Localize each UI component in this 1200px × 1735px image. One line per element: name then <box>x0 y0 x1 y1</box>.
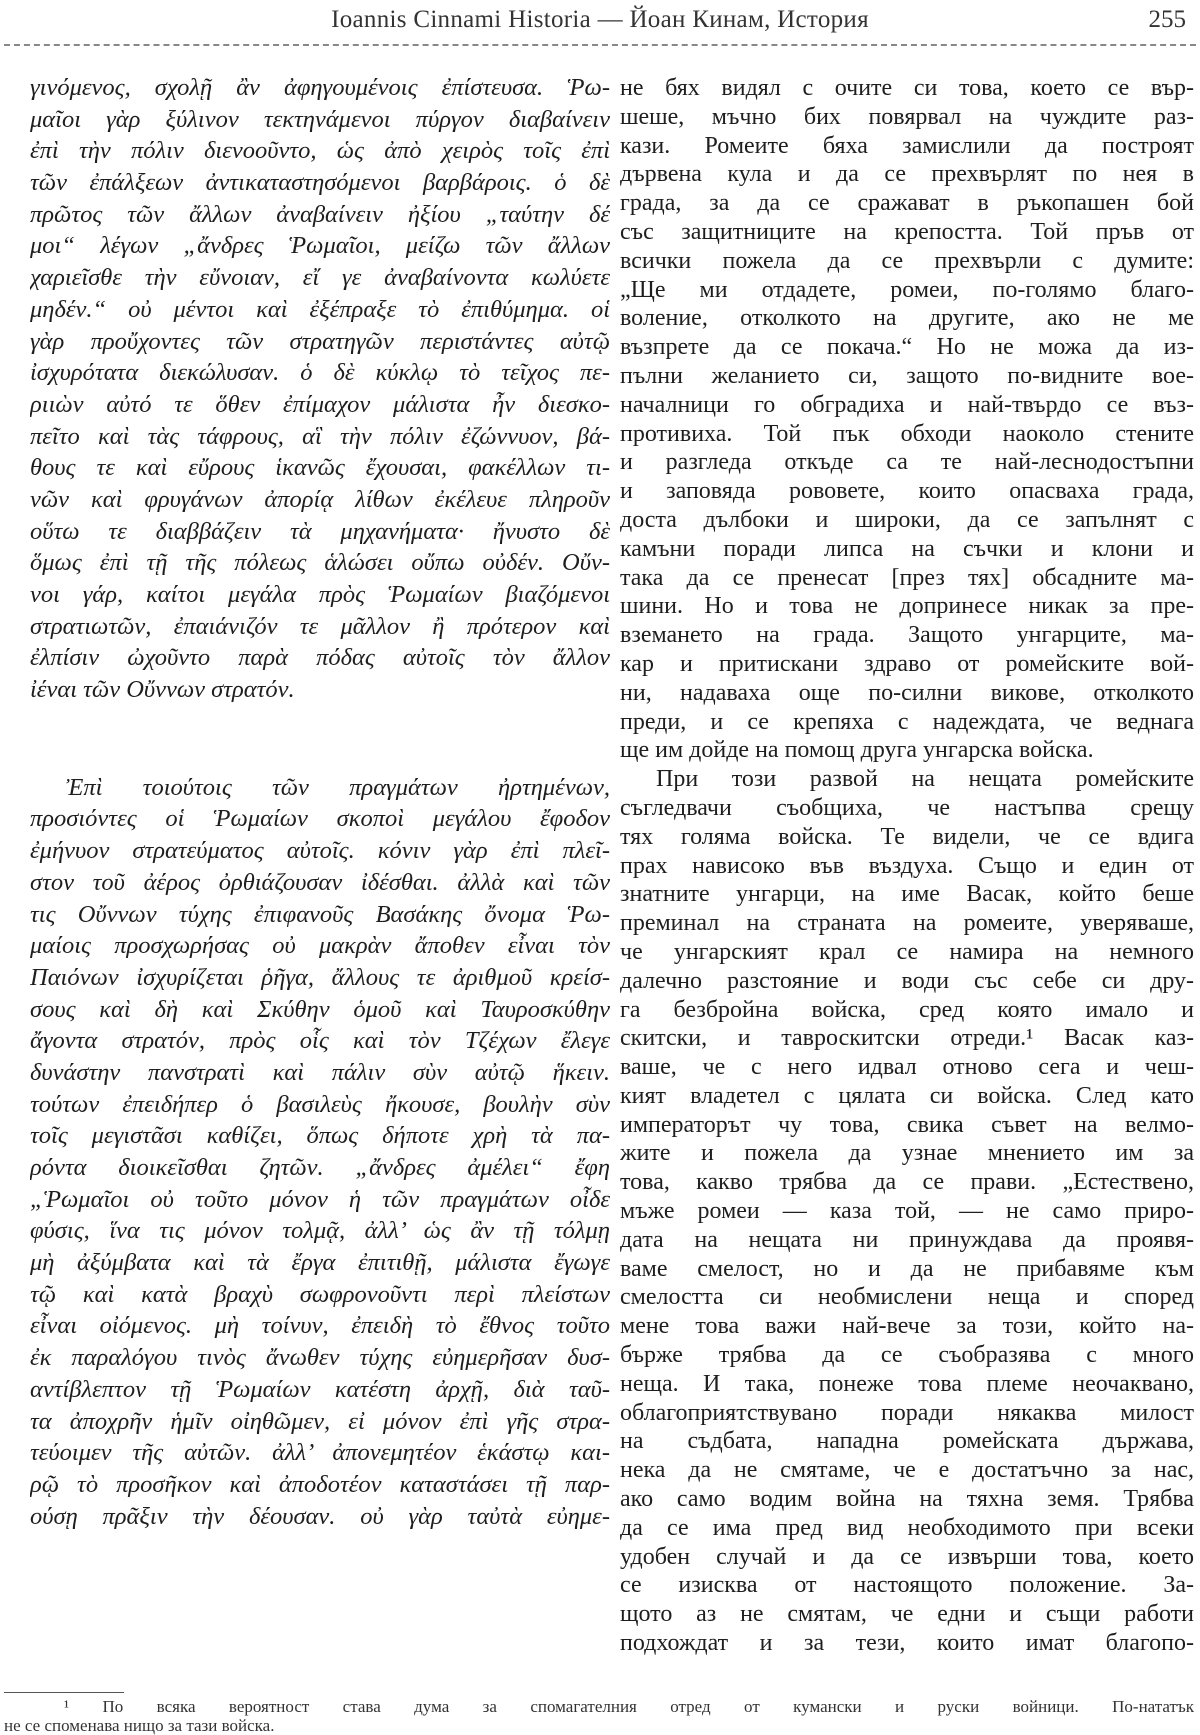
text-line: στον τοῦ ἀέρος ὀρθιάζουσαν ἰδέσθαι. ἀλλὰ καὶ τῶν <box>30 868 610 896</box>
text-line: не бях видял с очите си това, което се вър- <box>620 75 1194 101</box>
text-line: се изисква от настоящото положение. За- <box>620 1572 1194 1599</box>
text-line: μὴ ἀξύμβατα καὶ τὰ ἔργα ἐπιτιθῇ, μάλιστα ἔγωγε <box>30 1249 610 1277</box>
text-line: кази. Ромеите бяха замислили да построят <box>620 132 1194 159</box>
text-line: ваше, че с него идвал отново сега и чеш- <box>620 1054 1194 1081</box>
text-line: тях голяма войска. Те видели, че се вдига <box>620 823 1194 850</box>
text-line: μαίοις προσχωρήσας οὐ μακρὰν ἄποθεν εἶναι τὸν <box>30 932 610 960</box>
text-line: скитски, и тавроскитски отреди.¹ Васак каз- <box>620 1025 1194 1052</box>
paragraph <box>30 72 610 706</box>
text-line: града, за да се сражават в ръкопашен бой <box>620 190 1194 217</box>
greek-text-column <box>30 72 610 1532</box>
text-line: воление, отколкото на другите, ако не ме <box>620 305 1194 332</box>
header-rule <box>4 44 1196 46</box>
text-line: преди, и се крепяха с надеждата, че веднага <box>620 708 1194 735</box>
text-line: γινόμενος, σχολῇ ἂν ἀφηγουμένοις ἐπίστευσα. Ῥω- <box>30 74 610 101</box>
text-line: да се има пред вид необходимото при всеки <box>620 1514 1194 1541</box>
text-line: προσιόντες οἱ Ῥωμαίων σκοποὶ μεγάλου ἔφοδον <box>30 805 610 833</box>
paragraph <box>620 765 1194 1658</box>
text-line: пълни желанието си, защото по-видните вое- <box>620 362 1194 389</box>
text-line: μηδέν.“ οὐ μέντοι καὶ ἐξέπραξε τὸ ἐπιθύμημα. οἱ <box>30 295 610 323</box>
text-line: кар и притискани здраво от ромейските вой- <box>620 650 1194 677</box>
text-line: πεῖτο καὶ τὰς τάφρους, αἳ τὴν πόλιν ἐζώννυον, βά- <box>30 422 610 450</box>
text-line: жите и пожела да узнае мнението им за <box>620 1140 1194 1167</box>
text-line: При този развой на нещата ромейските <box>656 766 1194 793</box>
text-line: „Ще ми отдадете, ромеи, по-голямо благо- <box>620 276 1194 303</box>
text-line: мене това важи най-вече за този, който на- <box>620 1313 1194 1340</box>
text-line: αντίβλεπτον τῇ Ῥωμαίων κατέστη ἀρχῇ, διὰ ταῦ- <box>30 1375 610 1403</box>
text-line: далечно разстояние и води със себе си дру- <box>620 967 1194 994</box>
text-line: τις Οὔννων τύχης ἐπιφανοῦς Βασάκης ὄνομα Ῥω- <box>30 900 610 928</box>
text-line: μαῖοι γὰρ ξύλινον τεκτηνάμενοι πύργον διαβαίνειν <box>30 105 610 133</box>
text-line: неща. И така, понеже това племе неочаквано, <box>620 1370 1194 1397</box>
text-line: ще им дойде на помощ друга унгарска войска. <box>620 737 1094 764</box>
text-line: νῶν καὶ φρυγάνων ἀπορίᾳ λίθων ἐκέλευε πληροῦν <box>30 485 610 513</box>
text-line: облагоприятствувано поради някаква милост <box>620 1399 1194 1426</box>
text-line: шини. Но и това не допринесе никак за пре- <box>620 593 1194 620</box>
text-line: ἐλπίσιν ὠχοῦντο παρὰ πόδας αὐτοῖς τὸν ἄλλον <box>30 644 610 672</box>
text-line: σους καὶ δὴ καὶ Σκύθην ὁμοῦ καὶ Ταυροσκύθην <box>30 995 610 1023</box>
footnote-line: не се споменава нищо за тази войска. <box>4 1716 275 1735</box>
text-line: στρατιωτῶν, ἐπαιάνιζόν τε μᾶλλον ἢ πρότερον καὶ <box>30 612 610 640</box>
text-line: това, какво трябва да се прави. „Естествено, <box>620 1169 1194 1196</box>
text-line: Παιόνων ἰσχυρίζεται ῥῆγα, ἄλλους τε ἀριθμοῦ κρείσ- <box>30 963 610 991</box>
text-line: вземането на града. Защото унгарците, ма- <box>620 622 1194 649</box>
text-line: със защитниците на крепостта. Той пръв от <box>620 218 1194 245</box>
text-line: така да се пренесат [през тях] обсадните ма- <box>620 564 1194 591</box>
text-line: га безбройна войска, сред която имало и <box>620 996 1194 1023</box>
text-line: Ἐπὶ τοιούτοις τῶν πραγμάτων ἠρτημένων, <box>66 773 610 801</box>
text-line: οὕτω τε διαββάζειν τὰ μηχανήματα· ἤνυστο δὲ <box>30 517 610 545</box>
text-line: ὅμως ἐπὶ τῇ τῆς πόλεως ἁλώσει οὔπω οὐδέν. Οὔν- <box>30 549 610 577</box>
text-line: щото аз не смятам, че едни и същи работи <box>620 1601 1194 1628</box>
text-line: кият владетел с цялата си войска. След като <box>620 1082 1194 1109</box>
text-line: γὰρ προὔχοντες τῶν στρατηγῶν περιστάντες αὐτῷ <box>30 327 610 355</box>
text-line: и заповяда рововете, които опасваха града, <box>620 478 1194 505</box>
text-line: χαριεῖσθε τὴν εὔνοιαν, εἴ γε ἀναβαίνοντα κωλύετε <box>30 264 610 292</box>
text-line: подхождат и за тези, които имат благопо- <box>620 1630 1194 1657</box>
text-line: εἶναι οἰόμενος. μὴ τοίνυν, ἐπειδὴ τὸ ἔθνος τοῦτο <box>30 1312 610 1340</box>
text-line: нека да не смятаме, че е достатъчно за нас, <box>620 1457 1194 1484</box>
text-line: доста дълбоки и широки, да се запълнят с <box>620 506 1194 533</box>
text-line: на съдбата, нападна ромейската държава, <box>620 1428 1194 1455</box>
text-line: удобен случай и да се извърши това, което <box>620 1543 1194 1570</box>
text-line: ρῷ τὸ προσῆκον καὶ ἀποδοτέον καταστάσει τῇ παρ- <box>30 1470 610 1498</box>
text-line: δυνάστην πανστρατὶ καὶ πάλιν σὺν αὐτῷ ἥκειν. <box>30 1058 610 1086</box>
text-line: че унгарският крал се намира на немного <box>620 938 1194 965</box>
text-line: ούσῃ πρᾶξιν τὴν δέουσαν. οὐ γὰρ ταὐτὰ εὐημε- <box>30 1502 610 1530</box>
text-line: ако само водим война на тяхна земя. Трябва <box>620 1486 1194 1513</box>
text-line: ваме смелост, но и да не прибавяме към <box>620 1255 1194 1282</box>
text-line: шеше, мъчно бих повярвал на чуждите раз- <box>620 103 1194 130</box>
text-line: прах нависоко във въздуха. Също и един от <box>620 852 1194 879</box>
text-line: πρῶτος τῶν ἄλλων ἀναβαίνειν ἠξίου „ταύτην δέ <box>30 200 610 228</box>
text-line: τα ἀποχρῆν ἡμῖν οἰηθῶμεν, εἰ μόνον ἐπὶ γῆς στρα- <box>30 1407 610 1435</box>
header-title: Ioannis Cinnami Historia — Йоан Кинам, История <box>331 6 869 33</box>
paragraph <box>620 74 1194 765</box>
text-line: ἰσχυρότατα διεκώλυσαν. ὁ δὲ κύκλῳ τὸ τεῖχος πε- <box>30 359 610 387</box>
text-line: дървена кула и да се прехвърлят по нея в <box>620 161 1194 188</box>
text-line: и разгледа откъде са те най-леснодостъпни <box>620 449 1194 476</box>
text-line: ἐπὶ τὴν πόλιν διενοοῦντο, ὡς ἀπὸ χειρὸς τοῖς ἐπὶ <box>30 137 610 165</box>
text-line: ἄγοντα στρατόν, πρὸς οἷς καὶ τὸν Τζέχων ἔλεγε <box>30 1027 610 1055</box>
text-line: възпрете да се покача.“ Но не можа да из- <box>620 334 1194 361</box>
text-line: противиха. Той пък обходи наоколо стените <box>620 420 1194 447</box>
text-line: преминал на страната на ромеите, уверяваше, <box>620 910 1194 937</box>
text-line: φύσις, ἵνα τις μόνον τολμᾷ, ἀλλ’ ὡς ἂν τῇ τόλμῃ <box>30 1217 610 1245</box>
text-line: началници го обградиха и най-твърдо се въз- <box>620 391 1194 418</box>
bulgarian-translation-column <box>620 74 1194 1658</box>
text-line: τεύοιμεν τῆς αὐτῶν. ἀλλ’ ἀπονεμητέον ἑκάστῳ και- <box>30 1439 610 1467</box>
text-line: дата на нещата ни принуждава да проявя- <box>620 1226 1194 1253</box>
footnote <box>4 1697 1194 1735</box>
text-line: τοῖς μεγιστᾶσι καθίζει, ὅπως δήποτε χρὴ τὰ πα- <box>30 1122 610 1150</box>
footnote-rule <box>4 1692 124 1693</box>
text-line: τούτων ἐπειδήπερ ὁ βασιλεὺς ἤκουσε, βουλὴν σὺν <box>30 1090 610 1118</box>
text-line: смелостта си необмислени неща и според <box>620 1284 1194 1311</box>
text-line: ἐμήνυον στρατεύματος αὐτοῖς. κόνιν γὰρ ἐπὶ πλεῖ- <box>30 837 610 865</box>
text-line: всички пожела да се прехвърли с думите: <box>620 247 1194 274</box>
text-line: мъже ромеи — каза той, — не само приро- <box>620 1198 1194 1225</box>
text-line: ἐκ παραλόγου τινὸς ἄνωθεν τύχης εὐημερῆσαν δυσ- <box>30 1344 610 1372</box>
paragraph <box>30 772 610 1533</box>
text-line: камъни поради липса на съчки и клони и <box>620 535 1194 562</box>
text-line: бърже трябва да се съобразява с много <box>620 1342 1194 1369</box>
text-line: ρόντα διοικεῖσθαι ζητῶν. „ἄνδρες ἀμέλει“ ἔφη <box>30 1154 610 1181</box>
text-line: ριιὼν αὐτό τε ὅθεν ἐπίμαχον μάλιστα ἦν διεσκο- <box>30 390 610 418</box>
text-line: ἰέναι τῶν Οὔννων στρατόν. <box>30 676 295 704</box>
text-line: ни, надаваха още по-силни викове, отколкото <box>620 679 1194 706</box>
text-line: θους τε καὶ εὔρους ἱκανῶς ἔχουσαι, φακέλλων τι- <box>30 454 610 482</box>
text-line: νοι γάρ, καίτοι μεγάλα πρὸς Ῥωμαίων βιαζόμενοι <box>30 581 610 608</box>
text-line: τῷ καὶ κατὰ βραχὺ σωφρονοῦντι περὶ πλείστων <box>30 1280 610 1308</box>
paragraph-gap <box>30 706 610 772</box>
text-line: τῶν ἐπάλξεων ἀντικαταστησόμενοι βαρβάροις. ὁ δὲ <box>30 169 610 197</box>
text-line: императорът чу това, свика съвет на велмо- <box>620 1111 1194 1138</box>
text-line: знатните унгарци, на име Васак, който беше <box>620 881 1194 908</box>
text-line: съгледвачи съобщиха, че настъпва срещу <box>620 794 1194 821</box>
footnote-line: ¹ По всяка вероятност става дума за спомагателния отред от кумански и руски войници. По-нататък <box>64 1697 1194 1716</box>
text-line: μοι“ λέγων „ἄνδρες Ῥωμαῖοι, μείζω τῶν ἄλλων <box>30 232 610 260</box>
page-number: 255 <box>1148 6 1186 33</box>
text-line: „Ῥωμαῖοι οὐ τοῦτο μόνον ἡ τῶν πραγμάτων οἶδε <box>30 1185 610 1213</box>
